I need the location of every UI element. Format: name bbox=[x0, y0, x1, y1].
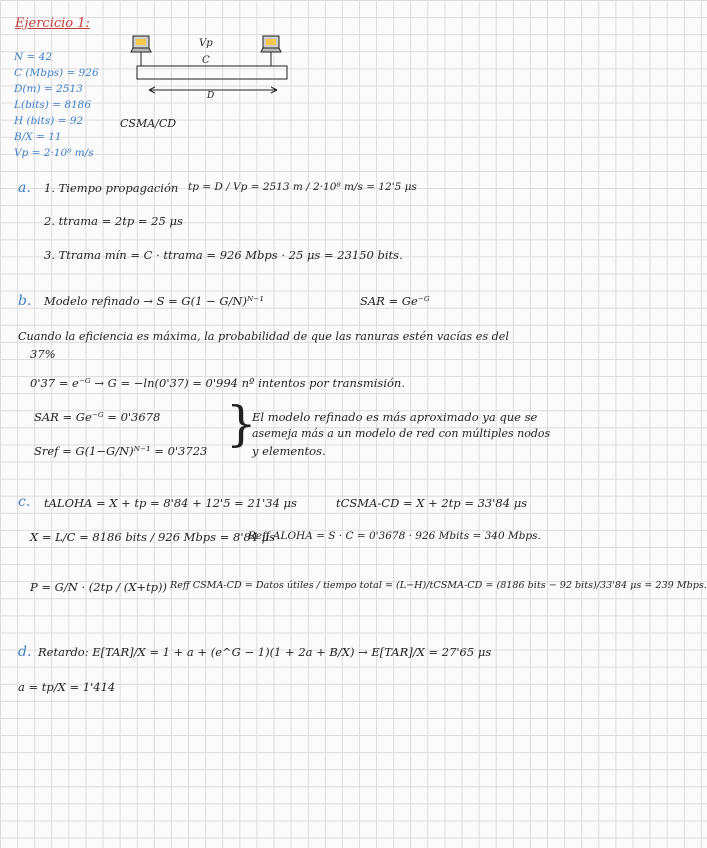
section-a-letter: a. bbox=[18, 180, 31, 196]
param-n: N = 42 bbox=[14, 51, 53, 63]
bus-cable bbox=[137, 66, 287, 79]
c-reff-csma: Reff CSMA-CD = Datos útiles / tiempo total = (L−H)/tCSMA-CD = (8186 bits − 92 bits)/33'84 μs = 239 Mbps. bbox=[170, 580, 707, 591]
param-vp: Vp = 2·10⁸ m/s bbox=[14, 147, 94, 159]
c-taloha: tALOHA = X + tp = 8'84 + 12'5 = 21'34 μs bbox=[44, 496, 297, 510]
vp-label: Vp bbox=[199, 38, 213, 49]
d-a-eq: a = tp/X = 1'414 bbox=[18, 680, 116, 694]
c-p-eq: P = G/N · (2tp / (X+tp)) bbox=[30, 580, 168, 594]
d-label: D bbox=[207, 91, 215, 101]
b-eq1: 0'37 = e⁻ᴳ → G = −ln(0'37) = 0'994 nº intentos por transmisión. bbox=[30, 376, 405, 390]
b-line1: Modelo refinado → S = G(1 − G/N)ᴺ⁻¹ bbox=[44, 294, 264, 308]
param-d: D(m) = 2513 bbox=[14, 83, 83, 95]
d-retardo: Retardo: E[TAR]/X = 1 + a + (e^G − 1)(1 + 2a + B/X) → E[TAR]/X = 27'65 μs bbox=[38, 645, 492, 659]
section-b-letter: b. bbox=[18, 293, 32, 309]
c-tcsma: tCSMA-CD = X + 2tp = 33'84 μs bbox=[336, 496, 528, 510]
left-computer-icon bbox=[131, 36, 151, 66]
b-para-line2: 37% bbox=[30, 347, 56, 361]
b-sref-value: Sref = G(1−G/N)ᴺ⁻¹ = 0'3723 bbox=[34, 444, 208, 458]
right-computer-icon bbox=[261, 36, 281, 66]
param-bx: B/X = 11 bbox=[14, 131, 62, 143]
param-l: L(bits) = 8186 bbox=[14, 99, 92, 111]
a-line3: 3. Ttrama mín = C · ttrama = 926 Mbps · 25 μs = 23150 bits. bbox=[44, 248, 403, 262]
a-line1-label: 1. Tiempo propagación bbox=[44, 181, 179, 195]
section-d-letter: d. bbox=[18, 644, 32, 660]
param-c: C (Mbps) = 926 bbox=[14, 67, 99, 79]
brace-icon: } bbox=[226, 396, 257, 452]
b-comment-line2: asemeja más a un modelo de red con múltiples nodos bbox=[252, 427, 551, 440]
a-line2: 2. ttrama = 2tp = 25 μs bbox=[44, 214, 183, 228]
b-sar-formula: SAR = Ge⁻ᴳ bbox=[360, 294, 430, 308]
protocol-label: CSMA/CD bbox=[120, 117, 177, 130]
section-c-letter: c. bbox=[18, 494, 31, 510]
b-comment-line1: El modelo refinado es más aproximado ya que se bbox=[252, 410, 538, 424]
c-x-eq: X = L/C = 8186 bits / 926 Mbps = 8'84 μs bbox=[30, 530, 276, 544]
b-sar-value: SAR = Ge⁻ᴳ = 0'3678 bbox=[34, 410, 161, 424]
c-label: C bbox=[202, 55, 210, 66]
exercise-title: Ejercicio 1: bbox=[15, 16, 90, 31]
c-reff-aloha: Reff ALOHA = S · C = 0'3678 · 926 Mbits = 340 Mbps. bbox=[248, 530, 541, 542]
a-line1-formula: tp = D / Vp = 2513 m / 2·10⁸ m/s = 12'5 μs bbox=[188, 181, 417, 193]
b-para-line1: Cuando la eficiencia es máxima, la probabilidad de que las ranuras estén vacías es del bbox=[18, 330, 510, 343]
param-h: H (bits) = 92 bbox=[14, 115, 84, 127]
b-comment-line3: y elementos. bbox=[252, 444, 326, 458]
